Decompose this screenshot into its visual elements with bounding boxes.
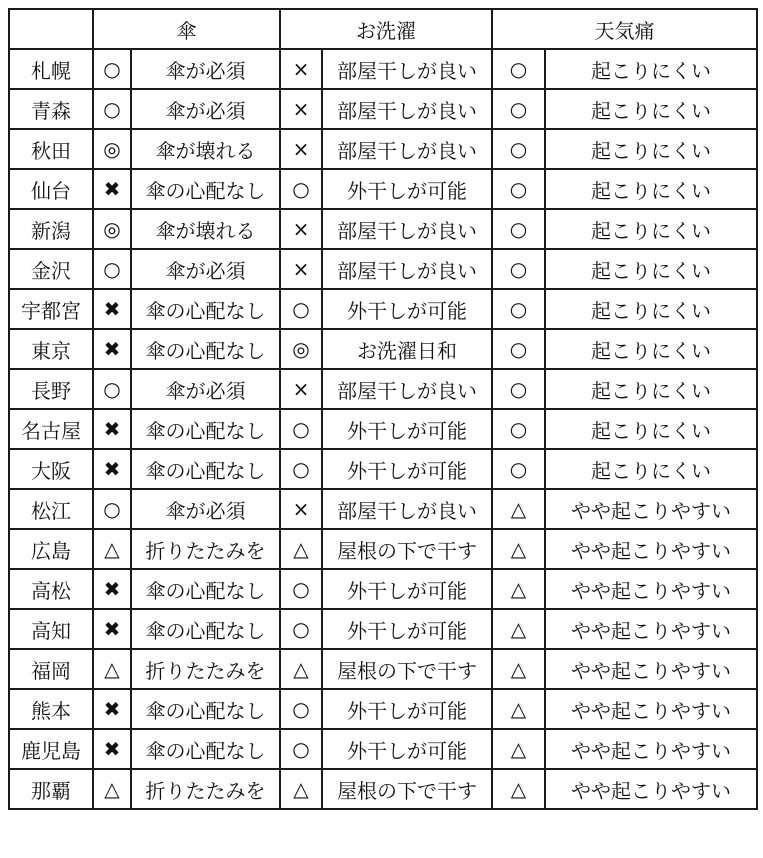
laundry-mark: × — [280, 369, 322, 409]
laundry-mark: ○ — [280, 729, 322, 769]
laundry-mark: × — [280, 129, 322, 169]
umbrella-text: 傘が壊れる — [131, 209, 280, 249]
header-laundry: お洗濯 — [280, 9, 492, 49]
header-headache: 天気痛 — [492, 9, 757, 49]
header-corner — [9, 9, 93, 49]
city-cell: 福岡 — [9, 649, 93, 689]
city-cell: 松江 — [9, 489, 93, 529]
umbrella-mark: ✖ — [93, 449, 131, 489]
laundry-mark: ○ — [280, 609, 322, 649]
laundry-text: 外干しが可能 — [322, 289, 492, 329]
umbrella-mark: △ — [93, 529, 131, 569]
table-row — [9, 409, 757, 449]
umbrella-text: 傘が必須 — [131, 249, 280, 289]
headache-text: やや起こりやすい — [545, 569, 757, 609]
city-cell: 新潟 — [9, 209, 93, 249]
headache-mark: ○ — [492, 369, 545, 409]
laundry-mark: ○ — [280, 289, 322, 329]
umbrella-text: 傘の心配なし — [131, 169, 280, 209]
table-row — [9, 529, 757, 569]
table-row — [9, 129, 757, 169]
umbrella-mark: ✖ — [93, 689, 131, 729]
laundry-text: 部屋干しが良い — [322, 49, 492, 89]
umbrella-text: 折りたたみを — [131, 769, 280, 809]
table-row — [9, 89, 757, 129]
headache-text: やや起こりやすい — [545, 729, 757, 769]
city-cell: 青森 — [9, 89, 93, 129]
headache-mark: △ — [492, 609, 545, 649]
table-row — [9, 769, 757, 809]
headache-text: やや起こりやすい — [545, 769, 757, 809]
umbrella-text: 傘の心配なし — [131, 449, 280, 489]
table-row — [9, 369, 757, 409]
umbrella-mark: ✖ — [93, 569, 131, 609]
table-row — [9, 649, 757, 689]
headache-mark: △ — [492, 649, 545, 689]
umbrella-text: 傘の心配なし — [131, 289, 280, 329]
headache-text: やや起こりやすい — [545, 689, 757, 729]
headache-text: やや起こりやすい — [545, 529, 757, 569]
header-row — [9, 9, 757, 49]
umbrella-text: 傘が必須 — [131, 89, 280, 129]
headache-text: やや起こりやすい — [545, 489, 757, 529]
table-row — [9, 289, 757, 329]
headache-mark: ○ — [492, 329, 545, 369]
headache-text: 起こりにくい — [545, 329, 757, 369]
laundry-mark: ○ — [280, 409, 322, 449]
city-cell: 鹿児島 — [9, 729, 93, 769]
table-row — [9, 49, 757, 89]
umbrella-mark: ○ — [93, 89, 131, 129]
laundry-mark: × — [280, 49, 322, 89]
headache-mark: △ — [492, 489, 545, 529]
laundry-mark: △ — [280, 529, 322, 569]
laundry-text: 外干しが可能 — [322, 569, 492, 609]
umbrella-mark: ○ — [93, 369, 131, 409]
table-row — [9, 569, 757, 609]
city-cell: 名古屋 — [9, 409, 93, 449]
city-cell: 金沢 — [9, 249, 93, 289]
laundry-text: 外干しが可能 — [322, 609, 492, 649]
umbrella-text: 傘の心配なし — [131, 609, 280, 649]
headache-text: 起こりにくい — [545, 89, 757, 129]
umbrella-text: 傘が壊れる — [131, 129, 280, 169]
umbrella-mark: ◎ — [93, 129, 131, 169]
headache-mark: ○ — [492, 129, 545, 169]
table-row — [9, 609, 757, 649]
laundry-text: 部屋干しが良い — [322, 489, 492, 529]
umbrella-mark: ○ — [93, 249, 131, 289]
city-cell: 高松 — [9, 569, 93, 609]
city-cell: 大阪 — [9, 449, 93, 489]
headache-text: 起こりにくい — [545, 209, 757, 249]
headache-text: やや起こりやすい — [545, 649, 757, 689]
umbrella-mark: ✖ — [93, 729, 131, 769]
table-row — [9, 209, 757, 249]
headache-text: 起こりにくい — [545, 129, 757, 169]
city-cell: 広島 — [9, 529, 93, 569]
umbrella-text: 傘の心配なし — [131, 409, 280, 449]
headache-mark: △ — [492, 689, 545, 729]
table-row — [9, 169, 757, 209]
headache-mark: ○ — [492, 169, 545, 209]
umbrella-text: 傘の心配なし — [131, 329, 280, 369]
laundry-mark: × — [280, 249, 322, 289]
laundry-mark: △ — [280, 649, 322, 689]
umbrella-mark: ✖ — [93, 609, 131, 649]
headache-mark: ○ — [492, 49, 545, 89]
laundry-text: 外干しが可能 — [322, 689, 492, 729]
laundry-text: 屋根の下で干す — [322, 529, 492, 569]
table-row — [9, 449, 757, 489]
laundry-text: お洗濯日和 — [322, 329, 492, 369]
laundry-mark: × — [280, 209, 322, 249]
umbrella-mark: ◎ — [93, 209, 131, 249]
umbrella-mark: △ — [93, 649, 131, 689]
umbrella-text: 傘が必須 — [131, 369, 280, 409]
laundry-mark: ○ — [280, 169, 322, 209]
umbrella-text: 傘が必須 — [131, 489, 280, 529]
headache-mark: △ — [492, 569, 545, 609]
headache-mark: ○ — [492, 289, 545, 329]
laundry-text: 部屋干しが良い — [322, 249, 492, 289]
table-row — [9, 689, 757, 729]
headache-mark: △ — [492, 729, 545, 769]
city-cell: 熊本 — [9, 689, 93, 729]
city-cell: 長野 — [9, 369, 93, 409]
laundry-mark: ○ — [280, 449, 322, 489]
laundry-mark: ◎ — [280, 329, 322, 369]
laundry-text: 部屋干しが良い — [322, 209, 492, 249]
umbrella-mark: △ — [93, 769, 131, 809]
headache-mark: ○ — [492, 449, 545, 489]
laundry-text: 外干しが可能 — [322, 409, 492, 449]
laundry-mark: × — [280, 89, 322, 129]
headache-text: 起こりにくい — [545, 449, 757, 489]
laundry-mark: △ — [280, 769, 322, 809]
umbrella-mark: ○ — [93, 489, 131, 529]
weather-index-table — [8, 8, 758, 810]
umbrella-text: 傘の心配なし — [131, 569, 280, 609]
laundry-text: 外干しが可能 — [322, 449, 492, 489]
headache-text: 起こりにくい — [545, 289, 757, 329]
table-row — [9, 729, 757, 769]
umbrella-text: 傘の心配なし — [131, 689, 280, 729]
table-row — [9, 329, 757, 369]
headache-mark: △ — [492, 769, 545, 809]
umbrella-text: 傘が必須 — [131, 49, 280, 89]
headache-text: 起こりにくい — [545, 169, 757, 209]
headache-text: やや起こりやすい — [545, 609, 757, 649]
umbrella-mark: ✖ — [93, 409, 131, 449]
laundry-text: 部屋干しが良い — [322, 89, 492, 129]
city-cell: 東京 — [9, 329, 93, 369]
headache-mark: △ — [492, 529, 545, 569]
table-row — [9, 249, 757, 289]
laundry-text: 部屋干しが良い — [322, 129, 492, 169]
city-cell: 仙台 — [9, 169, 93, 209]
umbrella-mark: ✖ — [93, 329, 131, 369]
headache-text: 起こりにくい — [545, 409, 757, 449]
city-cell: 札幌 — [9, 49, 93, 89]
headache-text: 起こりにくい — [545, 369, 757, 409]
umbrella-mark: ○ — [93, 49, 131, 89]
headache-mark: ○ — [492, 209, 545, 249]
headache-text: 起こりにくい — [545, 49, 757, 89]
umbrella-mark: ✖ — [93, 169, 131, 209]
laundry-text: 部屋干しが良い — [322, 369, 492, 409]
table-row — [9, 489, 757, 529]
umbrella-mark: ✖ — [93, 289, 131, 329]
headache-text: 起こりにくい — [545, 249, 757, 289]
laundry-mark: ○ — [280, 569, 322, 609]
laundry-text: 屋根の下で干す — [322, 769, 492, 809]
headache-mark: ○ — [492, 89, 545, 129]
umbrella-text: 折りたたみを — [131, 529, 280, 569]
umbrella-text: 折りたたみを — [131, 649, 280, 689]
headache-mark: ○ — [492, 249, 545, 289]
headache-mark: ○ — [492, 409, 545, 449]
laundry-text: 屋根の下で干す — [322, 649, 492, 689]
city-cell: 高知 — [9, 609, 93, 649]
laundry-mark: ○ — [280, 689, 322, 729]
city-cell: 秋田 — [9, 129, 93, 169]
laundry-text: 外干しが可能 — [322, 169, 492, 209]
umbrella-text: 傘の心配なし — [131, 729, 280, 769]
laundry-mark: × — [280, 489, 322, 529]
city-cell: 那覇 — [9, 769, 93, 809]
header-umbrella: 傘 — [93, 9, 280, 49]
city-cell: 宇都宮 — [9, 289, 93, 329]
laundry-text: 外干しが可能 — [322, 729, 492, 769]
